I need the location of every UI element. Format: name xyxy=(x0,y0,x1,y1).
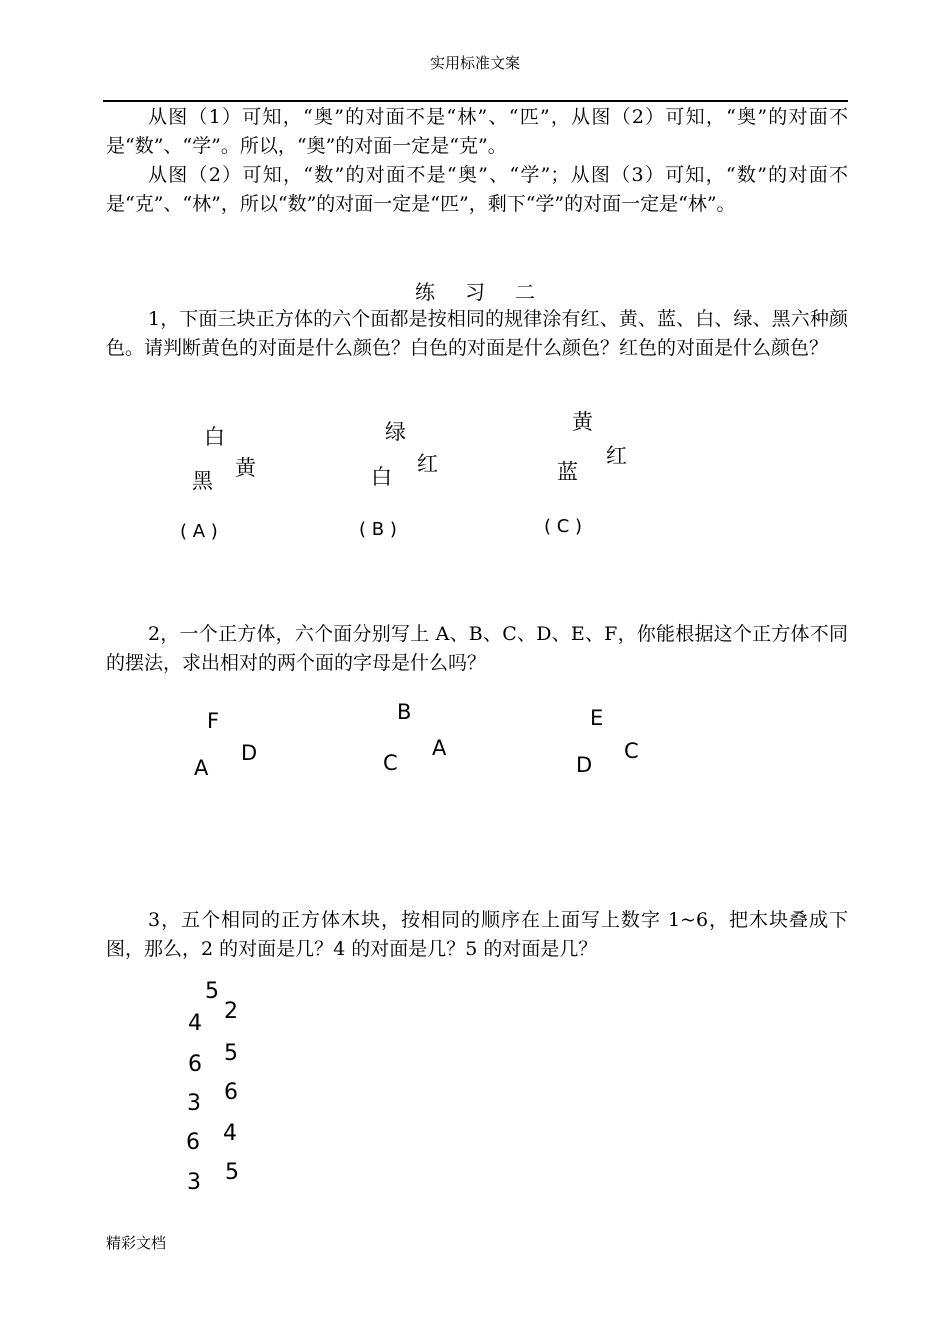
cube-caption: ( B ) xyxy=(359,519,397,540)
cube-face-top: F xyxy=(207,709,220,733)
cube-face-left: 蓝 xyxy=(557,460,578,484)
cube-face-top: 黄 xyxy=(572,410,593,434)
question-3-text: 3，五个相同的正方体木块，按相同的顺序在上面写上数字 1~6，把木块叠成下图，那么，2 的对面是几？4 的对面是几？5 的对面是几？ xyxy=(106,909,848,960)
cube-face-left: A xyxy=(194,756,209,780)
cube-face-right: 黄 xyxy=(235,456,256,480)
intro-paragraph-2: 从图（2）可知，“数”的对面不是“奥”、“学”；从图（3）可知，“数”的对面不是“克”、“林”，所以“数”的对面一定是“匹”，剩下“学”的对面一定是“林”。 xyxy=(106,164,848,215)
cube-face-top: 绿 xyxy=(385,420,406,444)
section-title: 练习二 xyxy=(415,280,565,304)
cube-face-top: 白 xyxy=(204,425,225,449)
stack-top-face: 5 xyxy=(205,979,219,1004)
cube-face-left: D xyxy=(576,753,593,777)
page-header: 实用标准文案 xyxy=(429,54,520,72)
cube-face-right: D xyxy=(241,741,258,765)
question-1-text: 1，下面三块正方体的六个面都是按相同的规律涂有红、黄、蓝、白、绿、黑六种颜色。请判断黄色的对面是什么颜色？白色的对面是什么颜色？红色的对面是什么颜色？ xyxy=(106,308,848,359)
header-rule xyxy=(103,100,848,102)
stack-face-left: 4 xyxy=(188,1011,202,1036)
stack-face-right: 5 xyxy=(224,1041,238,1066)
stack-face-left: 3 xyxy=(187,1170,201,1195)
stack-face-right: 6 xyxy=(224,1080,238,1105)
cube-face-right: A xyxy=(432,736,447,760)
stack-face-right: 4 xyxy=(223,1121,237,1146)
cube-face-top: E xyxy=(590,706,604,730)
question-2-text: 2，一个正方体，六个面分别写上 A、B、C、D、E、F，你能根据这个正方体不同的摆法，求出相对的两个面的字母是什么吗？ xyxy=(106,623,848,674)
page-footer: 精彩文档 xyxy=(106,1234,167,1252)
stack-face-left: 6 xyxy=(188,1052,202,1077)
cube-caption: ( C ) xyxy=(544,516,583,537)
cube-face-left: C xyxy=(383,751,398,775)
stack-face-left: 6 xyxy=(186,1130,200,1155)
intro-paragraph-1: 从图（1）可知，“奥”的对面不是“林”、“匹”，从图（2）可知，“奥”的对面不是“数”、“学”。所以，“奥”的对面一定是“克”。 xyxy=(106,106,848,157)
stack-face-right: 5 xyxy=(225,1160,239,1185)
cube-face-left: 白 xyxy=(371,465,392,489)
cube-face-right: 红 xyxy=(417,452,438,476)
stack-face-right: 2 xyxy=(224,999,238,1024)
cube-face-top: B xyxy=(397,700,412,724)
cube-face-left: 黑 xyxy=(192,469,213,493)
stack-face-left: 3 xyxy=(187,1091,201,1116)
cube-face-right: C xyxy=(624,739,639,763)
cube-caption: ( A ) xyxy=(180,521,218,542)
cube-face-right: 红 xyxy=(606,444,627,468)
